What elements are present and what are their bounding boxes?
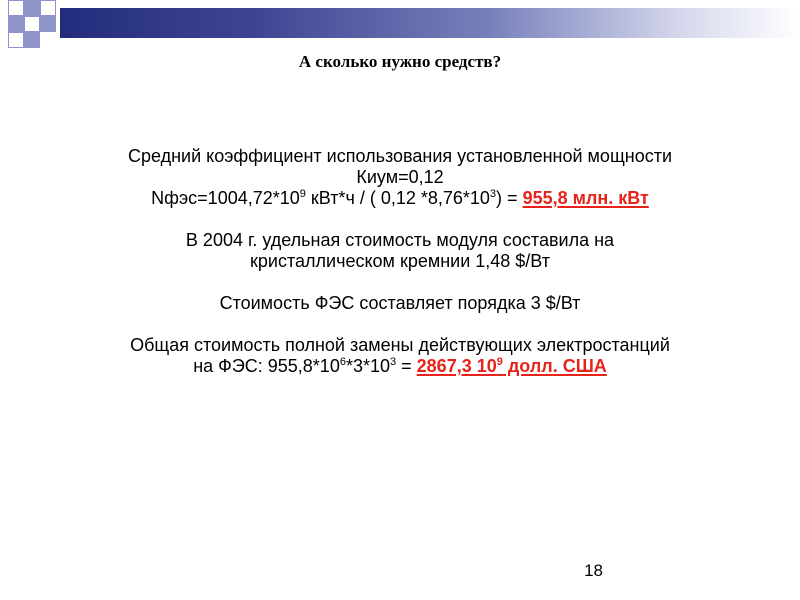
formula-energy [0,188,800,209]
formula-total [0,356,800,377]
decor-square [8,32,24,48]
body-line-silicon: кристаллическом кремнии 1,48 $/Вт [250,251,550,271]
body-line-module-cost: В 2004 г. удельная стоимость модуля составила на [185,230,615,250]
formula-total-result-exponent: 9 [496,356,503,368]
formula-total-equals: = [396,356,417,376]
decor-square [24,32,40,48]
body-line-utilization: Средний коэффициент использования установленной мощности [127,146,673,166]
formula-energy-exponent: 3 [489,188,497,200]
formula-total-prefix: на ФЭС: 955,8*10 [193,356,340,376]
formula-energy-exponent: 9 [299,188,306,200]
body-line-kium: Киум=0,12 [356,167,444,187]
body-line-fes-cost: Стоимость ФЭС составляет порядка 3 $/Вт [219,293,581,313]
decor-square [40,16,56,32]
formula-total-middle: *3*10 [345,356,391,376]
decor-square [24,0,40,16]
formula-total-result [417,356,607,376]
formula-total-exponent: 6 [339,356,346,368]
decor-square [8,0,24,16]
page-number: 18 [584,561,603,580]
header-bar [60,8,800,38]
formula-energy-suffix: ) = [496,188,523,208]
spacer [0,272,800,293]
formula-energy-result: 955,8 млн. кВт [522,188,649,208]
slide-title: А сколько нужно средств? [298,52,502,71]
formula-energy-prefix: Nфэс=1004,72*10 [151,188,300,208]
formula-total-result-tail: долл. США [502,356,607,376]
slide-body [0,146,800,377]
spacer [0,209,800,230]
formula-total-result-main: 2867,3 10 [416,356,497,376]
decor-square [40,0,56,16]
spacer [0,314,800,335]
decor-square [8,16,24,32]
body-line-total-cost: Общая стоимость полной замены действующих электростанций [130,335,670,355]
decor-square [24,16,40,32]
formula-energy-middle: кВт*ч / ( 0,12 *8,76*10 [305,188,490,208]
formula-total-exponent: 3 [390,356,397,368]
